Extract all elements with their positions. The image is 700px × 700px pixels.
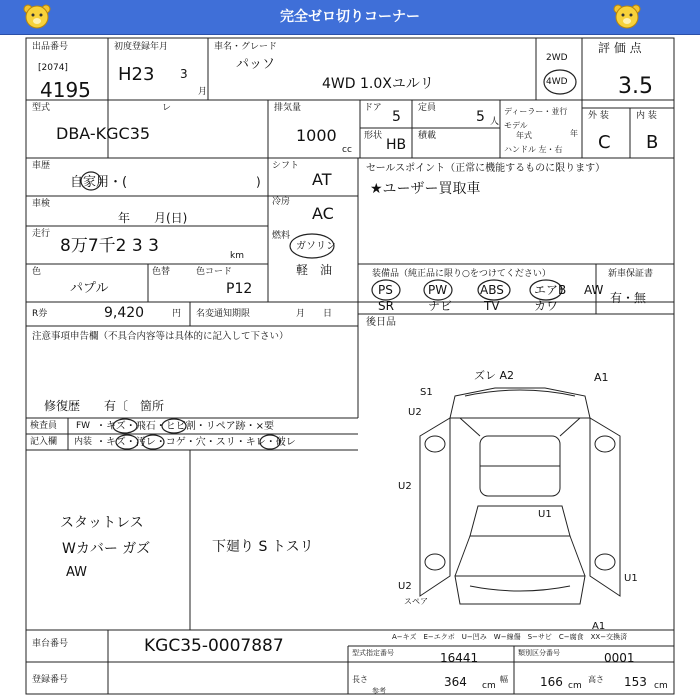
color-code-label: 色コード xyxy=(196,267,233,277)
score-label: 評 価 点 xyxy=(598,41,642,55)
shift-value: AT xyxy=(312,170,332,189)
model-year-label: モデル xyxy=(504,121,528,130)
load-label: 積載 xyxy=(418,131,437,141)
equip-leather: カワ xyxy=(534,299,559,313)
warranty-value: 有・無 xyxy=(610,291,647,305)
length-unit: cm xyxy=(482,681,496,691)
recycle-label: R券 xyxy=(32,309,48,319)
lot-sub: [2074] xyxy=(38,63,68,73)
after-label: 後日品 xyxy=(366,317,396,328)
doors-label: ドア xyxy=(364,103,382,113)
drive-value: 4WD xyxy=(546,77,568,87)
recycle-unit: 円 xyxy=(172,309,182,319)
dealer-label: ディーラー・並行 xyxy=(504,107,568,116)
fuel-label: 燃料 xyxy=(272,231,291,241)
damage-mark-3: S1 xyxy=(420,387,433,398)
damage-mark-9: A1 xyxy=(592,621,606,632)
exterior-grade: C xyxy=(598,132,611,153)
handwritten-line-4: AW xyxy=(66,565,88,580)
category-label: 類別区分番号 xyxy=(518,649,560,657)
grade: 4WD 1.0Xユルリ xyxy=(322,76,434,92)
notes-label: 注意事項申告欄（不具合内容等は具体的に記入して下さい） xyxy=(32,331,289,342)
equip-sr: SR xyxy=(378,299,394,313)
cc-label: 排気量 xyxy=(274,103,302,113)
mileage-label: 走行 xyxy=(32,229,51,239)
type-value: DBA-KGC35 xyxy=(56,124,151,143)
length-label: 長さ xyxy=(352,675,368,684)
inspect-label: 車検 xyxy=(32,199,51,209)
deadline-label: 名変通知期限 xyxy=(196,309,251,319)
damage-mark-2: A1 xyxy=(594,371,609,384)
nen-label: 年式 xyxy=(516,131,532,140)
height-label: 高さ xyxy=(588,675,604,684)
cc-value: 1000 xyxy=(296,126,337,145)
width-label: 幅 xyxy=(500,675,508,684)
damage-mark-6: U1 xyxy=(538,509,552,520)
fuel-diesel: 軽 油 xyxy=(296,263,333,277)
width-unit: cm xyxy=(568,681,582,691)
damage-mark-4: U2 xyxy=(408,407,422,418)
handwritten-line-2: Wカバー ガズ xyxy=(62,541,151,557)
shape-value: HB xyxy=(386,137,407,153)
seats-label: 定員 xyxy=(418,103,437,113)
reg-label: 初度登録年月 xyxy=(114,42,169,52)
damage-mark-8: U1 xyxy=(624,573,638,584)
model-no-label: 型式指定番号 xyxy=(352,649,394,657)
equip-navi: ナビ xyxy=(428,299,453,313)
color-label: 色 xyxy=(32,267,42,277)
cooler-label: 冷房 xyxy=(272,197,291,207)
interior-tag: 内装 xyxy=(74,437,93,447)
doors-value: 5 xyxy=(392,109,401,125)
chassis-label: 車台番号 xyxy=(32,639,69,649)
recycle-amount: 9,420 xyxy=(104,305,145,321)
exterior-label: 外 装 xyxy=(588,111,609,121)
handle-label: ハンドル 左・右 xyxy=(504,145,563,154)
sales-point: ★ユーザー買取車 xyxy=(370,181,481,197)
ref-label-1: 参考 xyxy=(372,687,386,695)
handwritten-line-3: 下廻り S トスリ xyxy=(212,539,314,555)
equip-aw: AW xyxy=(584,283,604,297)
nen-unit: 年 xyxy=(570,129,578,138)
spare-label: スペア xyxy=(404,597,428,606)
reg-month: 3 xyxy=(180,67,188,81)
lot-number: 4195 xyxy=(40,78,91,102)
usage-text: 自家用・( xyxy=(70,175,128,190)
damage-mark-5: U2 xyxy=(398,481,412,492)
cooler-value: AC xyxy=(312,204,334,223)
height-unit: cm xyxy=(654,681,668,691)
lot-label: 出品番号 xyxy=(32,42,69,52)
color-value: パプル xyxy=(70,281,109,296)
reg-year: H23 xyxy=(118,64,155,85)
registration-label: 登録番号 xyxy=(32,675,69,685)
damage-legend: A−キズ E−エクボ U−凹み W−線傷 S−サビ C−腐食 XX−交換済 xyxy=(392,633,628,641)
interior-items: ・キズ・汚レ・コゲ・穴・スリ・キレ・破レ xyxy=(96,437,296,448)
mileage-value: 8万7千2 3 3 xyxy=(60,236,159,256)
equip-tv: TV xyxy=(484,299,500,313)
handwritten-line-1: スタットレス xyxy=(60,515,144,531)
type-label: 型式 xyxy=(32,103,51,113)
fw-items: ・キズ・飛石・ヒビ割・リペア跡・×要 xyxy=(96,421,274,432)
drive-label: 2WD xyxy=(546,53,568,63)
equip-label: 装備品（純正品に限り○をつけてください） xyxy=(372,269,551,279)
cc-unit: cc xyxy=(342,145,352,155)
interior-grade: B xyxy=(646,132,659,153)
model-label: 車名・グレード xyxy=(214,42,278,52)
usage-label: 車歴 xyxy=(32,161,51,171)
shape-label: 形状 xyxy=(364,131,383,141)
color-code-value: P12 xyxy=(226,281,253,297)
km-unit: km xyxy=(230,251,244,261)
usage-close: ) xyxy=(256,175,261,189)
inspector-label: 検査員 xyxy=(30,421,58,431)
seats-unit: 人 xyxy=(490,117,500,127)
interior-label: 内 装 xyxy=(636,111,657,121)
width-value: 166 xyxy=(540,675,563,689)
sales-label: セールスポイント（正常に機能するものに限ります） xyxy=(366,163,606,174)
score-value: 3.5 xyxy=(618,74,653,99)
type-mark: レ xyxy=(162,103,172,113)
equip-abs: ABS xyxy=(480,283,504,297)
color-change-label: 色替 xyxy=(152,267,171,277)
equip-airbag: エアB xyxy=(534,283,567,297)
fuel-gas: ガソリン xyxy=(296,241,336,252)
chassis-number: KGC35-0007887 xyxy=(144,636,284,656)
inspect-text: 年 月(日) xyxy=(118,211,188,225)
deadline-value: 月 日 xyxy=(296,309,333,319)
equip-pw: PW xyxy=(428,283,448,297)
model-name: パッソ xyxy=(236,57,276,72)
shift-label: シフト xyxy=(272,161,300,171)
warranty-label: 新車保証書 xyxy=(608,269,654,279)
length-value: 364 xyxy=(444,675,467,689)
seats-value: 5 xyxy=(476,109,485,125)
model-no-value: 16441 xyxy=(440,651,479,665)
fw-tag: FW xyxy=(76,421,91,431)
month-unit: 月 xyxy=(198,87,208,97)
damage-mark-1: ズレ A2 xyxy=(474,369,515,382)
record-label: 記入欄 xyxy=(30,437,58,447)
equip-ps: PS xyxy=(378,283,393,297)
height-value: 153 xyxy=(624,675,647,689)
damage-mark-7: U2 xyxy=(398,581,412,592)
category-value: 0001 xyxy=(604,651,635,665)
banner-title: 完全ゼロ切りコーナー xyxy=(280,9,420,25)
repair-history: 修復歴 有〔 箇所 xyxy=(44,399,165,413)
